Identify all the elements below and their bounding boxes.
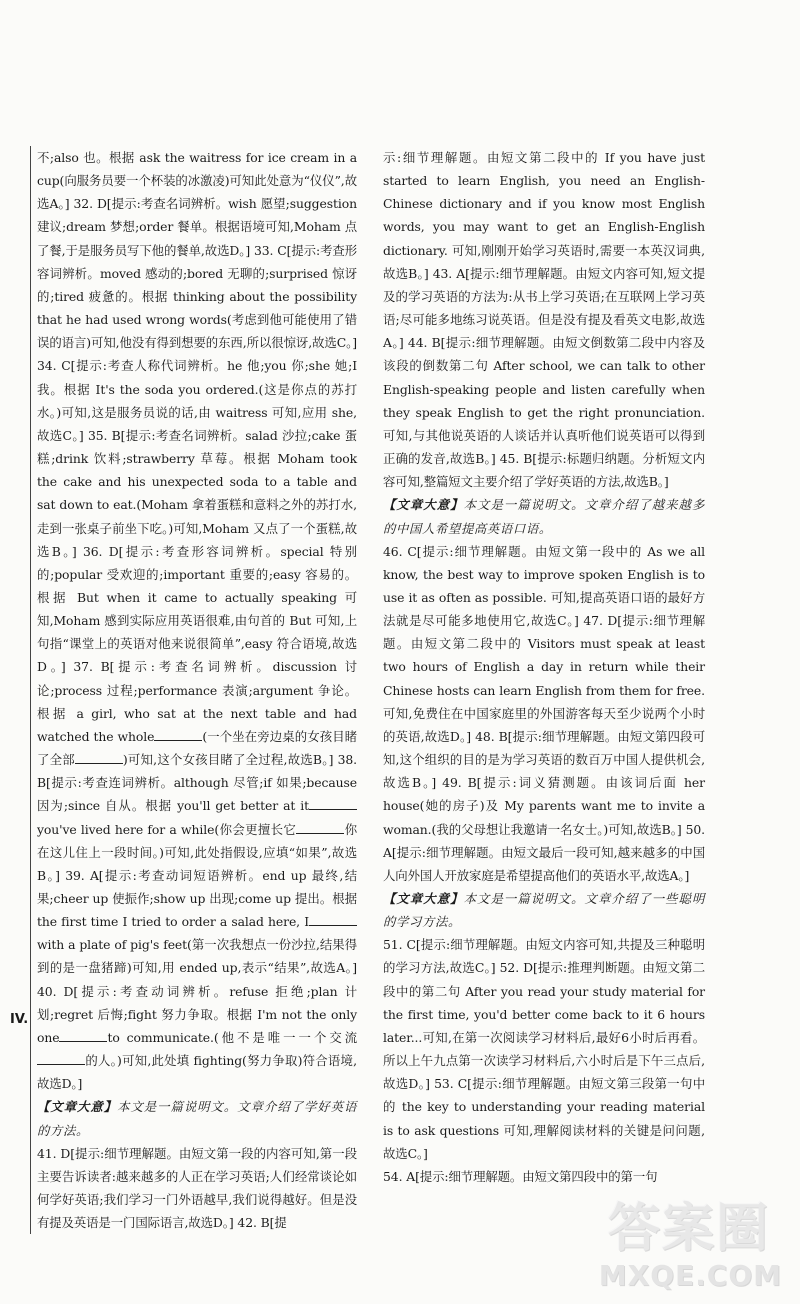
answer-block-32-40: [37, 146, 357, 1095]
watermark-title: 答案圈: [607, 1199, 770, 1259]
answer-block-41-42: 41. D[提示:细节理解题。由短文第一段的内容可知,第一段主要告诉读者:越来越多的人正在学习英语;人们经常谈论如何学好英语;我们学习一门外语越早,我们说得越好。但是没有提及英语是一门国际语言,故选D。] 42. B[提: [37, 1145, 357, 1231]
article-summary: [37, 1095, 357, 1141]
answer-text: to communicate.(他不是唯一一个交流: [107, 1029, 357, 1045]
summary-text: 本文是一篇说明文。文章介绍了越来越多的中国人希望提高英语口语。: [383, 497, 705, 536]
summary-tag: 【文章大意】: [37, 1099, 118, 1115]
blank-line: [37, 1052, 85, 1065]
answer-text: 的人。)可知,此处填 fighting(努力争取)符合语境,故选D。]: [37, 1053, 357, 1092]
answer-block-46-50: 46. C[提示:细节理解题。由短文第一段中的 As we all know, the best way to improve spoken English is to use it as often as possible. 可知,提高英语口语的最好方法就是尽可能多地使用它,故选C。] 47. D[提示:细节理解题。由短文第二段中的 Visitors must speak at least two hours of English a day in return while their Chinese hosts can learn English from them for free. 可知,免费住在中国家庭里的外国游客每天至少说两个小时的英语,故选D。] 48. B[提示:细节理解题。由短文第四段可知,这个组织的目的是为学习英语的数百万中国人提供机会,故选B。] 49. B[提示:词义猜测题。由该词后面 her house(她的房子)及 My parents want me to invite a woman.(我的父母想让我邀请一名女士。)可知,故选B。] 50. A[提示:细节理解题。由短文最后一段可知,越来越多的中国人向外国人开放家庭是希望提高他们的英语水平,故选A。]: [383, 543, 705, 883]
blank-line: [309, 913, 357, 926]
section-number: IV.: [10, 1012, 29, 1027]
answer-text: you've lived here for a while(你会更擅长它: [37, 821, 297, 837]
summary-text: 本文是一篇说明文。文章介绍了一些聪明的学习方法。: [383, 891, 705, 930]
blank-line: [309, 797, 357, 810]
answer-text: )可知,这个女孩目睹了全过程,故选B。] 38. B[提示:考查连词辨析。although 尽管;if 如果;because 因为;since 自从。根据 you'll get better at it: [37, 752, 357, 814]
right-column: [383, 146, 705, 1188]
watermark-logo: [585, 1186, 790, 1296]
blank-line: [75, 751, 123, 764]
blank-line: [59, 1029, 107, 1042]
summary-text: 本文是一篇说明文。文章介绍了学好英语的方法。: [37, 1099, 357, 1138]
answer-text: 不;also 也。根据 ask the waitress for ice cream in a cup(向服务员要一个杯装的冰激凌)可知此处意为“仪仪”,故选A。] 32. D[提示:考查名词辨析。wish 愿望;suggestion 建议;dream 梦想;order 餐单。根据语境可知,Moham 点了餐,于是服务员写下他的餐单,故选D。] 33. C[提示:考查形容词辨析。moved 感动的;bored 无聊的;surprised 惊讶的;tired 疲惫的。根据 thinking about the possibility that he had used wrong words(考虑到他可能使用了错误的语言)可知,他没有得到想要的东西,所以很惊讶,故选C。] 34. C[提示:考查人称代词辨析。he 他;you 你;she 她;I 我。根据 It's the soda you ordered.(这是你点的苏打水。)可知,这是服务员说的话,由 waitress 可知,应用 she,故选C。] 35. B[提示:考查名词辨析。salad 沙拉;cake 蛋糕;drink 饮料;strawberry 草莓。根据 Moham took the cake and his unexpected soda to a table and sat down to eat.(Moham 拿着蛋糕和意料之外的苏打水,走到一张桌子前坐下吃。)可知,Moham 又点了一个蛋糕,故选B。] 36. D[提示:考查形容词辨析。special 特别的;popular 受欢迎的;important 重要的;easy 容易的。根据 But when it came to actually speaking 可知,Moham 感到实际应用英语很难,由句首的 But 可知,上句指“课堂上的英语对他来说很简单”,easy 符合语境,故选D。] 37. B[提示:考查名词辨析。discussion 讨论;process 过程;performance 表演;argument 争论。根据 a girl, who sat at the next table and had watched the whole: [37, 150, 357, 744]
summary-tag: 【文章大意】: [383, 497, 464, 513]
blank-line: [154, 728, 202, 741]
blank-line: [296, 821, 344, 834]
article-summary: [383, 887, 705, 933]
answer-text: with a plate of pig's feet(第一次我想点一份沙拉,结果得到的是一盘猪蹄)可知,用 ended up,表示“结果”,故选A。] 40. D[提示:考查动词辨析。refuse 拒绝;plan 计划;regret 后悔;fight 努力争取。根据 I'm not the only one: [37, 937, 357, 1045]
left-column: [30, 146, 357, 1234]
summary-tag: 【文章大意】: [383, 891, 464, 906]
watermark-url: MXQE.COM: [598, 1259, 782, 1292]
answer-text: 你在这儿住上一段时间。)可知,此处指假设,应填“如果”,故选B。] 39. A[提示:考查动词短语辨析。end up 最终,结果;cheer up 使振作;show up 出现;come up 提出。根据 the first time I tried to order a salad here, I: [37, 821, 357, 930]
article-summary: [383, 493, 705, 539]
answer-text: (一个坐在旁边桌的女孩目睹了全部: [37, 728, 357, 768]
answer-block-42-45: 示:细节理解题。由短文第二段中的 If you have just started to learn English, you need an English-Chinese dictionary and if you know most English words, you may want to get an English-English dictionary. 可知,刚刚开始学习英语时,需要一本英汉词典,故选B。] 43. A[提示:细节理解题。由短文内容可知,短文提及的学习英语的方法为:从书上学习英语;在互联网上学习英语;尽可能多地练习说英语。但是没有提及看英文电影,故选A。] 44. B[提示:细节理解题。由短文倒数第二段中内容及该段的倒数第二句 After school, we can talk to other English-speaking people and listen carefully when they speak English to get the right pronunciation. 可知,与其他说英语的人谈话并认真听他们说英语可以得到正确的发音,故选B。] 45. B[提示:标题归纳题。分析短文内容可知,整篇短文主要介绍了学好英语的方法,故选B。]: [383, 150, 705, 490]
answer-block-51-53: 51. C[提示:细节理解题。由短文内容可知,共提及三种聪明的学习方法,故选C。] 52. D[提示:推理判断题。由短文第二段中的第二句 After you read your study material for the first time, you'd better come back to it 6 hours later...可知,在第一次阅读学习材料后,最好6小时后再看。所以上午九点第一次读学习材料后,六小时后是下午三点后,故选D。] 53. C[提示:细节理解题。由短文第三段第一句中的 the key to understanding your reading material is to ask questions 可知,理解阅读材料的关键是问问题,故选C。]: [383, 937, 705, 1161]
answer-block-54: 54. A[提示:细节理解题。由短文第四段中的第一句: [383, 1168, 658, 1184]
